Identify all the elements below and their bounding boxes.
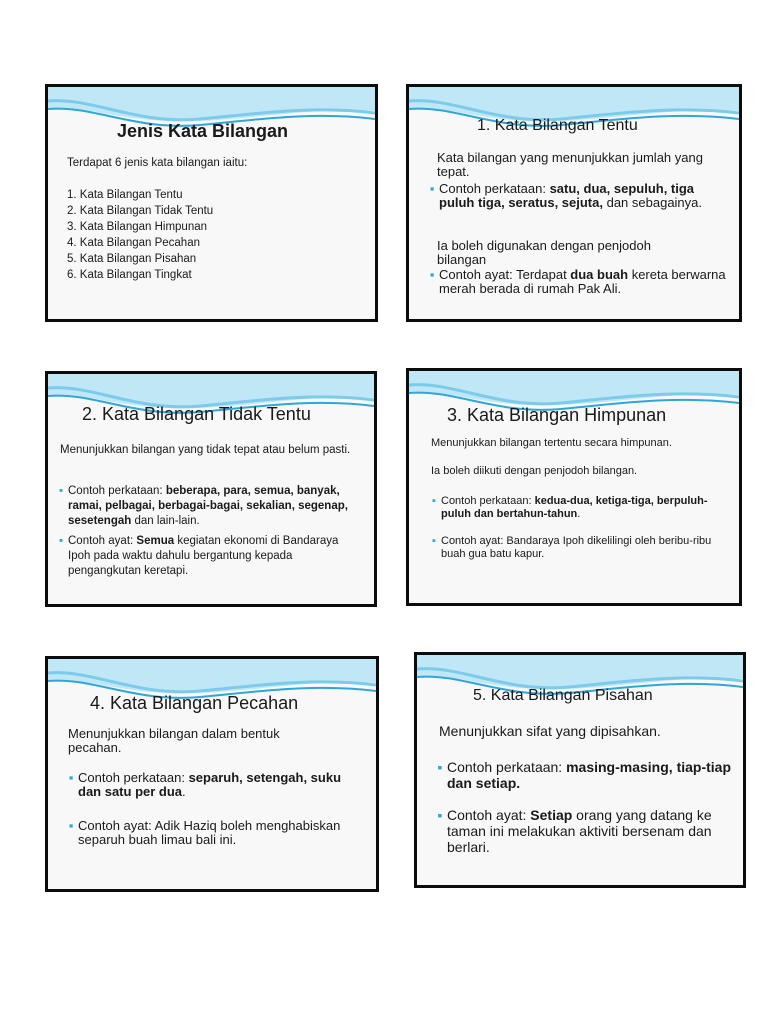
- slide-paragraph: Menunjukkan sifat yang dipisahkan.: [439, 723, 661, 739]
- bullet-bold-text: dua buah: [570, 267, 629, 282]
- bullet-label: Contoh ayat: Bandaraya Ipoh dikelilingi oleh beribu-ribu buah gua batu kapur.: [441, 535, 712, 560]
- slide-title: 5. Kata Bilangan Pisahan: [473, 687, 653, 704]
- bullet-bold-text: masing-masing, tiap-tiap dan setiap.: [447, 759, 732, 792]
- bullet-label: Contoh ayat: Terdapat: [439, 267, 571, 282]
- list-item: 4. Kata Bilangan Pecahan: [67, 237, 200, 249]
- slide-title: 1. Kata Bilangan Tentu: [477, 117, 638, 134]
- bullet-bold-text: Setiap: [530, 807, 573, 823]
- list-item: 1. Kata Bilangan Tentu: [67, 189, 183, 201]
- bullet-label: Contoh ayat: Adik Haziq boleh menghabiskan separuh buah limau bali ini.: [78, 818, 341, 847]
- bullet-bold-text: beberapa, para, semua, banyak, ramai, pelbagai, berbagai-bagai, sekalian, segenap, sesetengah: [68, 485, 348, 527]
- bullet-contoh-ayat: [429, 535, 729, 560]
- bullet-bold-text: kedua-dua, ketiga-tiga, berpuluh-puluh dan bertahun-tahun: [441, 495, 708, 520]
- bullet-contoh-perkataan: [66, 771, 366, 798]
- square-bullet-icon: ▪: [68, 818, 74, 833]
- slide-title: Jenis Kata Bilangan: [117, 121, 289, 141]
- bullet-contoh-perkataan: [429, 495, 729, 520]
- slide-kata-bilangan-tentu: [406, 84, 742, 322]
- list-item: 3. Kata Bilangan Himpunan: [67, 221, 208, 233]
- bullet-contoh-ayat: [56, 534, 356, 579]
- slide-paragraph: Ia boleh digunakan dengan penjodoh bilangan: [437, 238, 651, 267]
- square-bullet-icon: ▪: [437, 807, 443, 823]
- bullet-suffix: kegiatan ekonomi di Bandaraya Ipoh pada waktu dahulu bergantung kepada pengangkutan keretapi.: [68, 535, 339, 577]
- slide-kata-bilangan-pisahan: [414, 652, 746, 888]
- square-bullet-icon: ▪: [432, 495, 436, 507]
- bullet-suffix: dan sebagainya.: [602, 194, 703, 210]
- square-bullet-icon: ▪: [429, 181, 435, 196]
- slide-title: 4. Kata Bilangan Pecahan: [90, 693, 299, 713]
- bullet-contoh-ayat: [427, 268, 733, 295]
- slide-paragraph: Kata bilangan yang menunjukkan jumlah yang tepat.: [437, 150, 703, 179]
- slide-intro: Terdapat 6 jenis kata bilangan iaitu:: [67, 157, 248, 169]
- square-bullet-icon: ▪: [432, 535, 436, 547]
- bullet-bold-text: satu, dua, sepuluh, tiga puluh tiga, seratus, sejuta,: [439, 181, 695, 210]
- bullet-bold-text: Semua: [136, 535, 175, 547]
- bullet-contoh-perkataan: [435, 759, 735, 791]
- bullet-suffix: dan lain-lain.: [131, 514, 200, 527]
- slide-paragraph: Menunjukkan bilangan tertentu secara himpunan.: [431, 437, 672, 449]
- slide-paragraph: Menunjukkan bilangan dalam bentuk pecahan.: [68, 726, 280, 755]
- bullet-contoh-perkataan: [56, 484, 366, 529]
- bullet-label: Contoh perkataan:: [441, 495, 535, 507]
- bullet-label: Contoh ayat:: [447, 807, 531, 823]
- bullet-suffix: kereta berwarna merah berada di rumah Pak Ali.: [439, 267, 726, 296]
- bullet-label: Contoh ayat:: [68, 535, 137, 547]
- bullet-suffix: orang yang datang ke taman ini melakukan aktiviti bersenam dan berlari.: [447, 807, 712, 856]
- bullet-contoh-ayat: [435, 807, 735, 855]
- slide-kata-bilangan-himpunan: [406, 368, 742, 606]
- bullet-contoh-ayat: [66, 819, 356, 846]
- slide-kata-bilangan-tidak-tentu: [45, 371, 377, 607]
- slide-paragraph: Menunjukkan bilangan yang tidak tepat atau belum pasti.: [60, 444, 351, 456]
- slide-paragraph: Ia boleh diikuti dengan penjodoh bilangan.: [431, 465, 638, 477]
- bullet-label: Contoh perkataan:: [447, 759, 567, 775]
- list-item: 6. Kata Bilangan Tingkat: [67, 269, 192, 281]
- slide-title: 3. Kata Bilangan Himpunan: [447, 405, 667, 425]
- kata-bilangan-list: [67, 187, 367, 283]
- bullet-label: Contoh perkataan:: [68, 485, 166, 497]
- bullet-suffix: .: [577, 507, 581, 520]
- bullet-suffix: .: [182, 783, 186, 799]
- slide-jenis-kata-bilangan: [45, 84, 378, 322]
- bullet-bold-text: separuh, setengah, suku dan satu per dua: [78, 770, 342, 799]
- square-bullet-icon: ▪: [429, 267, 435, 282]
- square-bullet-icon: ▪: [437, 759, 443, 775]
- list-item: 5. Kata Bilangan Pisahan: [67, 253, 197, 265]
- bullet-label: Contoh perkataan:: [78, 770, 189, 785]
- slide-kata-bilangan-pecahan: [45, 656, 379, 892]
- bullet-contoh-perkataan: [427, 182, 727, 209]
- bullet-label: Contoh perkataan:: [439, 181, 550, 196]
- slide-title: 2. Kata Bilangan Tidak Tentu: [82, 404, 311, 424]
- square-bullet-icon: ▪: [58, 535, 64, 547]
- square-bullet-icon: ▪: [68, 770, 74, 785]
- list-item: 2. Kata Bilangan Tidak Tentu: [67, 205, 214, 217]
- square-bullet-icon: ▪: [58, 485, 64, 497]
